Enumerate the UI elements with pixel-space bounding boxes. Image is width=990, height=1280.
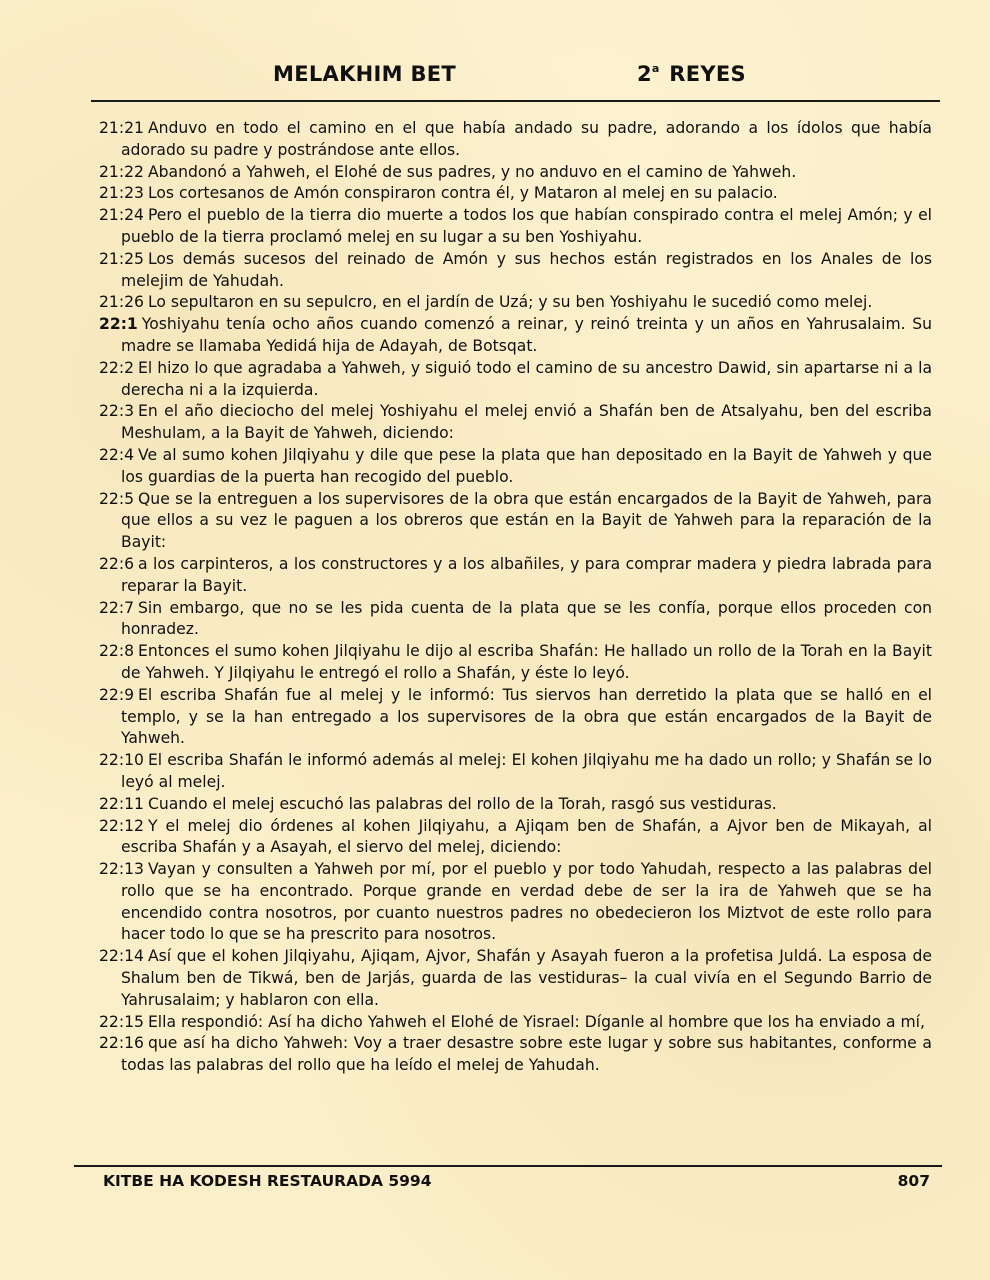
verse-number: 22:1 — [99, 315, 138, 334]
verse-text: Yoshiyahu tenía ocho años cuando comenzó a reinar, y reinó treinta y un años en Yahrusalaim. Su madre se llamaba Yedidá hija de Adayah, de Botsqat. — [121, 315, 932, 355]
verse-list — [99, 118, 932, 1077]
book-title-spanish-name: REYES — [669, 62, 746, 86]
verse-text: Lo sepultaron en su sepulcro, en el jardín de Uzá; y su ben Yoshiyahu le sucedió como melej. — [147, 293, 873, 312]
verse-number: 22:8 — [99, 642, 135, 661]
verse-text: Anduvo en todo el camino en el que había andado su padre, adorando a los ídolos que había adorado su padre y postrándose ante ellos. — [121, 119, 932, 159]
verse-text: Sin embargo, que no se les pida cuenta de la plata que se les confía, porque ellos proceden con honradez. — [121, 598, 932, 639]
verse-number: 22:6 — [99, 554, 135, 573]
verse-number: 22:15 — [99, 1012, 144, 1031]
verse-paragraph — [99, 183, 932, 205]
verse-number: 21:21 — [99, 119, 144, 137]
verse-paragraph — [99, 1033, 932, 1077]
verse-paragraph — [99, 205, 932, 249]
page-header — [0, 58, 990, 92]
verse-paragraph — [99, 401, 932, 445]
verse-paragraph — [99, 314, 932, 358]
header-divider — [91, 100, 940, 102]
verse-paragraph — [99, 292, 932, 314]
verse-text: que así ha dicho Yahweh: Voy a traer desastre sobre este lugar y sobre sus habitantes, conforme a todas las palabras del rollo que ha leído el melej de Yahudah. — [121, 1034, 932, 1075]
verse-paragraph — [99, 641, 932, 685]
verse-text: El escriba Shafán fue al melej y le informó: Tus siervos han derretido la plata que se halló en el templo, y se la han entregado a los supervisores de la obra que están encargados de la Bayit de Yahweh. — [121, 685, 932, 748]
verse-number: 21:26 — [99, 293, 144, 312]
verse-text: El escriba Shafán le informó además al melej: El kohen Jilqiyahu me ha dado un rollo; y Shafán se lo leyó al melej. — [121, 751, 932, 791]
verse-number: 21:22 — [99, 162, 144, 181]
verse-paragraph — [99, 794, 932, 816]
verse-number: 21:25 — [99, 249, 144, 268]
page-number: 807 — [897, 1172, 930, 1190]
verse-number: 22:14 — [99, 947, 144, 966]
verse-paragraph — [99, 598, 932, 642]
verse-text: Vayan y consulten a Yahweh por mí, por el pueblo y por todo Yahudah, respecto a las palabras del rollo que se ha encontrado. Porque grande en verdad debe de ser la ira de Yahweh que se ha encendido contra nosotros, por cuanto nuestros padres no obedecieron los Miztvot de este rollo para hacer todo lo que se ha prescrito para nosotros. — [121, 860, 932, 944]
verse-paragraph — [99, 750, 932, 794]
verse-paragraph — [99, 1012, 932, 1034]
verse-number: 22:3 — [99, 402, 135, 421]
verse-number: 21:23 — [99, 184, 144, 203]
verse-text: Abandonó a Yahweh, el Elohé de sus padres, y no anduvo en el camino de Yahweh. — [147, 162, 797, 181]
verse-paragraph — [99, 685, 932, 750]
verse-number: 22:13 — [99, 860, 144, 879]
verse-number: 22:7 — [99, 598, 135, 617]
verse-text: En el año dieciocho del melej Yoshiyahu el melej envió a Shafán ben de Atsalyahu, ben del escriba Meshulam, a la Bayit de Yahweh, diciendo: — [121, 402, 932, 443]
verse-text: Ella respondió: Así ha dicho Yahweh el Elohé de Yisrael: Díganle al hombre que los ha enviado a mí, — [147, 1012, 925, 1031]
verse-paragraph — [99, 118, 932, 162]
verse-number: 22:12 — [99, 816, 144, 835]
book-title-hebrew: MELAKHIM BET — [273, 62, 457, 86]
verse-paragraph — [99, 445, 932, 489]
verse-paragraph — [99, 816, 932, 860]
verse-text: Pero el pueblo de la tierra dio muerte a todos los que habían conspirado contra el melej Amón; y el pueblo de la tierra proclamó melej en su lugar a su ben Yoshiyahu. — [121, 206, 932, 246]
verse-number: 22:16 — [99, 1034, 144, 1053]
verse-text: Los cortesanos de Amón conspiraron contra él, y Mataron al melej en su palacio. — [147, 184, 778, 203]
verse-text: El hizo lo que agradaba a Yahweh, y siguió todo el camino de su ancestro Dawid, sin apartarse ni a la derecha ni a la izquierda. — [121, 358, 932, 399]
verse-number: 22:10 — [99, 751, 144, 770]
verse-text: Ve al sumo kohen Jilqiyahu y dile que pese la plata que han depositado en la Bayit de Yahweh y que los guardias de la puerta han recogido del pueblo. — [121, 445, 932, 486]
footer-book-title: KITBE HA KODESH RESTAURADA 5994 — [103, 1172, 432, 1190]
verse-paragraph — [99, 554, 932, 598]
verse-number: 22:2 — [99, 358, 135, 377]
verse-paragraph — [99, 358, 932, 402]
verse-text: Entonces el sumo kohen Jilqiyahu le dijo al escriba Shafán: He hallado un rollo de la Torah en la Bayit de Yahweh. Y Jilqiyahu le entregó el rollo a Shafán, y éste lo leyó. — [121, 642, 932, 682]
book-ordinal: 2 — [637, 62, 652, 86]
footer-divider — [74, 1165, 942, 1167]
verse-number: 22:11 — [99, 794, 144, 813]
verse-paragraph — [99, 249, 932, 293]
verse-number: 21:24 — [99, 206, 144, 225]
book-title-spanish — [637, 62, 746, 86]
verse-text: Cuando el melej escuchó las palabras del rollo de la Torah, rasgó sus vestiduras. — [147, 794, 777, 813]
verse-number: 22:9 — [99, 685, 135, 704]
verse-text: Y el melej dio órdenes al kohen Jilqiyahu, a Ajiqam ben de Shafán, a Ajvor ben de Mikayah, al escriba Shafán y a Asayah, el siervo del melej, diciendo: — [121, 816, 932, 857]
verse-number: 22:4 — [99, 445, 135, 464]
verse-text: a los carpinteros, a los constructores y a los albañiles, y para comprar madera y piedra labrada para reparar la Bayit. — [121, 554, 932, 595]
verse-paragraph — [99, 946, 932, 1011]
verse-text: Que se la entreguen a los supervisores de la obra que están encargados de la Bayit de Yahweh, para que ellos a su vez le paguen a los obreros que están en la Bayit de Yahweh para la reparación de la Bayit: — [121, 489, 932, 552]
verse-text: Así que el kohen Jilqiyahu, Ajiqam, Ajvor, Shafán y Asayah fueron a la profetisa Juldá. La esposa de Shalum ben de Tikwá, ben de Jarjás, guarda de las vestiduras– la cual vivía en el Segundo Barrio de Yahrusalaim; y hablaron con ella. — [121, 947, 932, 1009]
verse-text: Los demás sucesos del reinado de Amón y sus hechos están registrados en los Anales de los melejim de Yahudah. — [121, 249, 932, 290]
verse-paragraph — [99, 162, 932, 184]
verse-number: 22:5 — [99, 489, 135, 508]
verse-paragraph — [99, 489, 932, 554]
verse-paragraph — [99, 859, 932, 946]
book-ordinal-suffix: a — [651, 62, 660, 75]
